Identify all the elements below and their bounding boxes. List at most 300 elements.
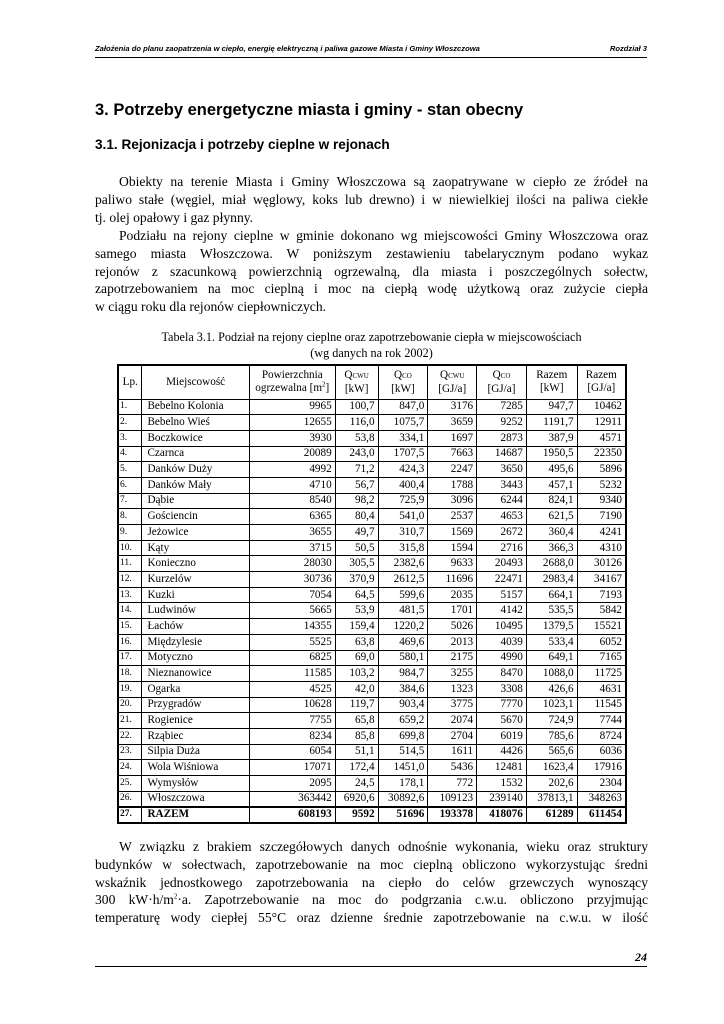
cell-lp: 2. — [118, 415, 142, 431]
text-line: 300 $kW\cdot h/m^2\cdot a$. Zapotrzebowanie na moc do podgrzania c.w.u. obliczono przyjmując — [95, 892, 648, 908]
caption-line: Tabela 3.1. Podział na rejony cieplne oraz zapotrzebowanie ciepła w miejscowościach — [161, 330, 582, 344]
paragraph-method — [95, 838, 648, 927]
cell-qco-gj: 4142 — [477, 603, 527, 619]
cell-qco-gj: 4653 — [477, 509, 527, 525]
cell-qcwu-gj: 3176 — [428, 399, 477, 415]
cell-qco-gj: 4990 — [477, 650, 527, 666]
cell-place: Jeżowice — [142, 525, 249, 541]
cell-place: Boczkowice — [142, 430, 249, 446]
header-chapter: Rozdział 3 — [609, 44, 647, 53]
cell-lp: 8. — [118, 509, 142, 525]
cell-razem-gj: 15521 — [577, 619, 626, 635]
paragraph-regions — [95, 227, 648, 316]
cell-qcwu-kw: 64,5 — [335, 587, 378, 603]
cell-area: 8540 — [249, 493, 335, 509]
cell-area: 3930 — [249, 430, 335, 446]
header-qco-kw: QCO [kW] — [378, 365, 428, 399]
cell-place: Bebelno Wieś — [142, 415, 249, 431]
table-row — [118, 399, 626, 415]
cell-qco-kw: 424,3 — [378, 462, 428, 478]
header-razem-gj: Razem [GJ/a] — [577, 365, 626, 399]
cell-lp: 11. — [118, 556, 142, 572]
cell-razem-kw: 535,5 — [526, 603, 577, 619]
cell-place: RAZEM — [142, 807, 249, 823]
cell-lp: 15. — [118, 619, 142, 635]
cell-qco-gj: 3443 — [477, 477, 527, 493]
cell-place: Silpia Duża — [142, 744, 249, 760]
cell-qco-kw: 514,5 — [378, 744, 428, 760]
cell-qcwu-kw: 63,8 — [335, 634, 378, 650]
cell-razem-kw: 565,6 — [526, 744, 577, 760]
cell-area: 7054 — [249, 587, 335, 603]
cell-qco-kw: 1075,7 — [378, 415, 428, 431]
cell-razem-gj: 5896 — [577, 462, 626, 478]
cell-razem-gj: 6036 — [577, 744, 626, 760]
table-row — [118, 587, 626, 603]
cell-area: 14355 — [249, 619, 335, 635]
table-row — [118, 509, 626, 525]
cell-qco-gj: 20493 — [477, 556, 527, 572]
cell-lp: 21. — [118, 713, 142, 729]
cell-lp: 1. — [118, 399, 142, 415]
cell-qcwu-kw: 71,2 — [335, 462, 378, 478]
cell-area: 30736 — [249, 572, 335, 588]
cell-place: Ludwinów — [142, 603, 249, 619]
table-row — [118, 525, 626, 541]
cell-qcwu-gj: 3096 — [428, 493, 477, 509]
text-line: tj. olej opałowy i gaz płynny. — [95, 209, 254, 225]
cell-lp: 12. — [118, 572, 142, 588]
cell-lp: 24. — [118, 760, 142, 776]
table-row — [118, 415, 626, 431]
table-total-row — [118, 807, 626, 823]
cell-qco-kw: 384,6 — [378, 681, 428, 697]
page-number: 24 — [635, 950, 647, 964]
table-row — [118, 681, 626, 697]
cell-qcwu-kw: 6920,6 — [335, 791, 378, 807]
cell-place: Bebelno Kolonia — [142, 399, 249, 415]
cell-place: Łachów — [142, 619, 249, 635]
cell-qcwu-gj: 3255 — [428, 666, 477, 682]
text-line: Obiekty na terenie Miasta i Gminy Włoszczowa są zaopatrywane w ciepło ze źródeł na — [119, 174, 648, 189]
cell-place: Dąbie — [142, 493, 249, 509]
cell-razem-kw: 724,9 — [526, 713, 577, 729]
cell-razem-gj: 7744 — [577, 713, 626, 729]
cell-qcwu-kw: 49,7 — [335, 525, 378, 541]
cell-qcwu-kw: 53,8 — [335, 430, 378, 446]
cell-razem-kw: 426,6 — [526, 681, 577, 697]
cell-razem-kw: 2688,0 — [526, 556, 577, 572]
cell-lp: 26. — [118, 791, 142, 807]
cell-qco-gj: 4039 — [477, 634, 527, 650]
cell-place: Gościencin — [142, 509, 249, 525]
text-line: paliwo stałe (węgiel, miał węglowy, koks lub drewno) i w niewielkiej ilości na paliwa ciekłe — [95, 191, 648, 207]
cell-qcwu-kw: 100,7 — [335, 399, 378, 415]
cell-qco-kw: 51696 — [378, 807, 428, 823]
table-row — [118, 666, 626, 682]
cell-razem-kw: 366,3 — [526, 540, 577, 556]
cell-place: Nieznanowice — [142, 666, 249, 682]
cell-qco-gj: 1532 — [477, 776, 527, 792]
cell-razem-gj: 4241 — [577, 525, 626, 541]
cell-qcwu-gj: 1594 — [428, 540, 477, 556]
header-title: Założenia do planu zaopatrzenia w ciepło, energię elektryczną i paliwa gazowe Miasta i Gminy Włoszczowa — [95, 44, 480, 53]
table-row — [118, 603, 626, 619]
cell-qcwu-kw: 53,9 — [335, 603, 378, 619]
cell-qco-kw: 699,8 — [378, 728, 428, 744]
cell-place: Przygradów — [142, 697, 249, 713]
table-row — [118, 540, 626, 556]
cell-lp: 17. — [118, 650, 142, 666]
cell-razem-gj: 4631 — [577, 681, 626, 697]
cell-qcwu-gj: 5026 — [428, 619, 477, 635]
cell-qcwu-kw: 305,5 — [335, 556, 378, 572]
paragraph-sources — [95, 173, 648, 226]
cell-razem-kw: 202,6 — [526, 776, 577, 792]
cell-qcwu-gj: 2035 — [428, 587, 477, 603]
cell-area: 5525 — [249, 634, 335, 650]
cell-place: Wola Wiśniowa — [142, 760, 249, 776]
cell-razem-kw: 1191,7 — [526, 415, 577, 431]
header-divider — [95, 57, 647, 58]
cell-lp: 4. — [118, 446, 142, 462]
cell-lp: 18. — [118, 666, 142, 682]
cell-area: 11585 — [249, 666, 335, 682]
cell-qco-kw: 30892,6 — [378, 791, 428, 807]
cell-qcwu-gj: 3775 — [428, 697, 477, 713]
text-line: Podziału na rejony cieplne w gminie dokonano wg miejscowości Gminy Włoszczowa oraz — [119, 228, 648, 243]
cell-razem-kw: 360,4 — [526, 525, 577, 541]
cell-place: Rogienice — [142, 713, 249, 729]
cell-qcwu-gj: 1788 — [428, 477, 477, 493]
cell-razem-gj: 7165 — [577, 650, 626, 666]
table-row — [118, 713, 626, 729]
table-row — [118, 572, 626, 588]
cell-qco-gj: 4426 — [477, 744, 527, 760]
cell-razem-kw: 533,4 — [526, 634, 577, 650]
cell-qco-kw: 2382,6 — [378, 556, 428, 572]
cell-place: Ogarka — [142, 681, 249, 697]
cell-qcwu-kw: 243,0 — [335, 446, 378, 462]
heat-demand-table — [117, 364, 627, 824]
cell-qcwu-gj: 1611 — [428, 744, 477, 760]
footer-divider — [95, 966, 647, 967]
cell-qcwu-kw: 98,2 — [335, 493, 378, 509]
table-row — [118, 728, 626, 744]
cell-qco-kw: 1451,0 — [378, 760, 428, 776]
cell-razem-kw: 37813,1 — [526, 791, 577, 807]
cell-qco-gj: 5670 — [477, 713, 527, 729]
table-row — [118, 493, 626, 509]
cell-qcwu-gj: 1701 — [428, 603, 477, 619]
cell-area: 17071 — [249, 760, 335, 776]
cell-razem-kw: 1950,5 — [526, 446, 577, 462]
cell-qco-gj: 9252 — [477, 415, 527, 431]
cell-lp: 25. — [118, 776, 142, 792]
cell-area: 3715 — [249, 540, 335, 556]
cell-area: 8234 — [249, 728, 335, 744]
cell-razem-gj: 2304 — [577, 776, 626, 792]
table-body — [118, 399, 626, 823]
cell-lp: 23. — [118, 744, 142, 760]
cell-qco-gj: 14687 — [477, 446, 527, 462]
cell-qcwu-gj: 1697 — [428, 430, 477, 446]
cell-razem-kw: 785,6 — [526, 728, 577, 744]
cell-qcwu-gj: 2537 — [428, 509, 477, 525]
cell-qco-gj: 2716 — [477, 540, 527, 556]
text-line: w ciągu roku dla rejonów ciepłowniczych. — [95, 299, 327, 315]
cell-qcwu-gj: 2704 — [428, 728, 477, 744]
cell-qco-kw: 1707,5 — [378, 446, 428, 462]
header-place: Miejscowość — [142, 365, 249, 399]
cell-razem-gj: 12911 — [577, 415, 626, 431]
cell-qcwu-gj: 7663 — [428, 446, 477, 462]
table-row — [118, 791, 626, 807]
cell-qco-kw: 903,4 — [378, 697, 428, 713]
cell-qco-gj: 22471 — [477, 572, 527, 588]
text-line: W związku z brakiem szczegółowych danych odnośnie wykonania, wieku oraz struktury — [119, 839, 648, 854]
cell-qco-gj: 3308 — [477, 681, 527, 697]
cell-place: Wymysłów — [142, 776, 249, 792]
cell-place: Danków Mały — [142, 477, 249, 493]
cell-razem-gj: 11545 — [577, 697, 626, 713]
cell-razem-gj: 611454 — [577, 807, 626, 823]
table-row — [118, 477, 626, 493]
cell-place: Kąty — [142, 540, 249, 556]
cell-lp: 22. — [118, 728, 142, 744]
cell-area: 12655 — [249, 415, 335, 431]
cell-area: 10628 — [249, 697, 335, 713]
cell-qco-kw: 580,1 — [378, 650, 428, 666]
cell-razem-kw: 61289 — [526, 807, 577, 823]
text-line: temperaturę wody ciepłej 55°C oraz dzienne średnie zapotrzebowanie na c.w.u. w ilość — [95, 910, 648, 926]
table-row — [118, 760, 626, 776]
cell-qco-kw: 599,6 — [378, 587, 428, 603]
cell-qcwu-kw: 370,9 — [335, 572, 378, 588]
cell-lp: 27. — [118, 807, 142, 823]
cell-razem-gj: 348263 — [577, 791, 626, 807]
cell-qcwu-gj: 9633 — [428, 556, 477, 572]
cell-qcwu-kw: 56,7 — [335, 477, 378, 493]
cell-qcwu-gj: 772 — [428, 776, 477, 792]
text-line: zapotrzebowaniem na moc cieplną i moc na ciepłą wodę użytkową oraz zużycie ciepła — [95, 281, 648, 297]
cell-area: 4992 — [249, 462, 335, 478]
cell-qcwu-gj: 11696 — [428, 572, 477, 588]
table-row — [118, 744, 626, 760]
text-line: samego miasta Włoszczowa. W poniższym zestawieniu tabelarycznym podano wykaz — [95, 245, 648, 261]
cell-razem-gj: 6052 — [577, 634, 626, 650]
cell-lp: 9. — [118, 525, 142, 541]
header-qco-gj: QCO [GJ/a] — [477, 365, 527, 399]
cell-lp: 10. — [118, 540, 142, 556]
cell-razem-gj: 5842 — [577, 603, 626, 619]
cell-razem-kw: 2983,4 — [526, 572, 577, 588]
cell-area: 20089 — [249, 446, 335, 462]
cell-qco-gj: 5157 — [477, 587, 527, 603]
cell-razem-gj: 4571 — [577, 430, 626, 446]
cell-razem-gj: 17916 — [577, 760, 626, 776]
header-area: Powierzchnia ogrzewalna $[m^2]$ — [249, 365, 335, 399]
cell-lp: 3. — [118, 430, 142, 446]
table-row — [118, 697, 626, 713]
cell-qco-kw: 725,9 — [378, 493, 428, 509]
cell-razem-kw: 1379,5 — [526, 619, 577, 635]
cell-qco-gj: 6244 — [477, 493, 527, 509]
cell-qcwu-kw: 24,5 — [335, 776, 378, 792]
cell-qco-kw: 659,2 — [378, 713, 428, 729]
cell-qcwu-gj: 2175 — [428, 650, 477, 666]
cell-razem-kw: 1088,0 — [526, 666, 577, 682]
table-row — [118, 556, 626, 572]
cell-qcwu-gj: 1569 — [428, 525, 477, 541]
header-lp: Lp. — [118, 365, 142, 399]
caption-line: (wg danych na rok 2002) — [310, 345, 433, 360]
cell-qco-gj: 3650 — [477, 462, 527, 478]
cell-razem-kw: 1023,1 — [526, 697, 577, 713]
cell-area: 28030 — [249, 556, 335, 572]
cell-qco-kw: 481,5 — [378, 603, 428, 619]
cell-qco-kw: 178,1 — [378, 776, 428, 792]
cell-place: Danków Duży — [142, 462, 249, 478]
cell-place: Konieczno — [142, 556, 249, 572]
cell-qco-kw: 2612,5 — [378, 572, 428, 588]
cell-area: 2095 — [249, 776, 335, 792]
cell-qco-gj: 10495 — [477, 619, 527, 635]
cell-qco-kw: 310,7 — [378, 525, 428, 541]
cell-qco-gj: 2672 — [477, 525, 527, 541]
cell-qco-kw: 541,0 — [378, 509, 428, 525]
cell-qcwu-kw: 65,8 — [335, 713, 378, 729]
table-row — [118, 446, 626, 462]
cell-area: 5665 — [249, 603, 335, 619]
cell-place: Motyczno — [142, 650, 249, 666]
cell-qco-gj: 8470 — [477, 666, 527, 682]
cell-lp: 6. — [118, 477, 142, 493]
cell-qcwu-gj: 193378 — [428, 807, 477, 823]
cell-razem-kw: 649,1 — [526, 650, 577, 666]
cell-lp: 13. — [118, 587, 142, 603]
cell-qcwu-kw: 80,4 — [335, 509, 378, 525]
cell-razem-gj: 5232 — [577, 477, 626, 493]
cell-qcwu-gj: 1323 — [428, 681, 477, 697]
cell-area: 363442 — [249, 791, 335, 807]
cell-place: Włoszczowa — [142, 791, 249, 807]
header-razem-kw: Razem [kW] — [526, 365, 577, 399]
cell-qcwu-gj: 2247 — [428, 462, 477, 478]
table-row — [118, 634, 626, 650]
table-row — [118, 619, 626, 635]
cell-qcwu-kw: 69,0 — [335, 650, 378, 666]
cell-razem-kw: 621,5 — [526, 509, 577, 525]
cell-qcwu-kw: 9592 — [335, 807, 378, 823]
cell-lp: 7. — [118, 493, 142, 509]
cell-lp: 14. — [118, 603, 142, 619]
cell-lp: 5. — [118, 462, 142, 478]
cell-area: 6054 — [249, 744, 335, 760]
table-row — [118, 650, 626, 666]
cell-area: 608193 — [249, 807, 335, 823]
cell-qcwu-kw: 103,2 — [335, 666, 378, 682]
cell-razem-gj: 4310 — [577, 540, 626, 556]
cell-razem-kw: 495,6 — [526, 462, 577, 478]
cell-area: 6825 — [249, 650, 335, 666]
cell-qcwu-kw: 159,4 — [335, 619, 378, 635]
cell-razem-gj: 34167 — [577, 572, 626, 588]
cell-qcwu-gj: 3659 — [428, 415, 477, 431]
cell-qco-kw: 847,0 — [378, 399, 428, 415]
cell-qcwu-kw: 116,0 — [335, 415, 378, 431]
cell-razem-kw: 664,1 — [526, 587, 577, 603]
cell-qco-gj: 2873 — [477, 430, 527, 446]
cell-qco-gj: 12481 — [477, 760, 527, 776]
cell-razem-gj: 10462 — [577, 399, 626, 415]
cell-qcwu-kw: 85,8 — [335, 728, 378, 744]
cell-qcwu-kw: 172,4 — [335, 760, 378, 776]
cell-place: Kuzki — [142, 587, 249, 603]
table-row — [118, 430, 626, 446]
cell-qco-gj: 239140 — [477, 791, 527, 807]
cell-place: Rząbiec — [142, 728, 249, 744]
cell-razem-kw: 387,9 — [526, 430, 577, 446]
cell-area: 9965 — [249, 399, 335, 415]
cell-qco-kw: 400,4 — [378, 477, 428, 493]
cell-qco-kw: 469,6 — [378, 634, 428, 650]
cell-qcwu-kw: 42,0 — [335, 681, 378, 697]
cell-qco-kw: 984,7 — [378, 666, 428, 682]
cell-razem-kw: 457,1 — [526, 477, 577, 493]
cell-qco-gj: 6019 — [477, 728, 527, 744]
cell-razem-gj: 7193 — [577, 587, 626, 603]
cell-razem-kw: 947,7 — [526, 399, 577, 415]
cell-qco-kw: 334,1 — [378, 430, 428, 446]
cell-place: Międzylesie — [142, 634, 249, 650]
cell-razem-gj: 8724 — [577, 728, 626, 744]
text-line: budynków w sołectwach, zapotrzebowanie na moc cieplną obliczono wykorzystując średni — [95, 856, 648, 872]
cell-razem-gj: 22350 — [577, 446, 626, 462]
cell-qco-gj: 418076 — [477, 807, 527, 823]
cell-qco-kw: 1220,2 — [378, 619, 428, 635]
cell-qco-gj: 7285 — [477, 399, 527, 415]
cell-qcwu-gj: 109123 — [428, 791, 477, 807]
table-row — [118, 462, 626, 478]
cell-lp: 16. — [118, 634, 142, 650]
cell-razem-gj: 30126 — [577, 556, 626, 572]
cell-lp: 20. — [118, 697, 142, 713]
header-qcwu-kw: QCWU [kW] — [335, 365, 378, 399]
cell-qcwu-gj: 5436 — [428, 760, 477, 776]
table-row — [118, 776, 626, 792]
page-header — [95, 44, 647, 53]
header-qcwu-gj: QCWU [GJ/a] — [428, 365, 477, 399]
cell-qcwu-kw: 119,7 — [335, 697, 378, 713]
cell-lp: 19. — [118, 681, 142, 697]
cell-qco-gj: 7770 — [477, 697, 527, 713]
cell-qcwu-gj: 2074 — [428, 713, 477, 729]
cell-qco-kw: 315,8 — [378, 540, 428, 556]
table-caption — [95, 330, 648, 361]
cell-razem-gj: 7190 — [577, 509, 626, 525]
cell-razem-kw: 824,1 — [526, 493, 577, 509]
cell-area: 3655 — [249, 525, 335, 541]
cell-qcwu-kw: 51,1 — [335, 744, 378, 760]
cell-razem-gj: 9340 — [577, 493, 626, 509]
subsection-heading: 3.1. Rejonizacja i potrzeby cieplne w rejonach — [95, 137, 390, 152]
cell-qcwu-gj: 2013 — [428, 634, 477, 650]
section-heading: 3. Potrzeby energetyczne miasta i gminy - stan obecny — [95, 101, 524, 119]
table-header-row — [118, 365, 626, 399]
cell-area: 4525 — [249, 681, 335, 697]
cell-razem-gj: 11725 — [577, 666, 626, 682]
